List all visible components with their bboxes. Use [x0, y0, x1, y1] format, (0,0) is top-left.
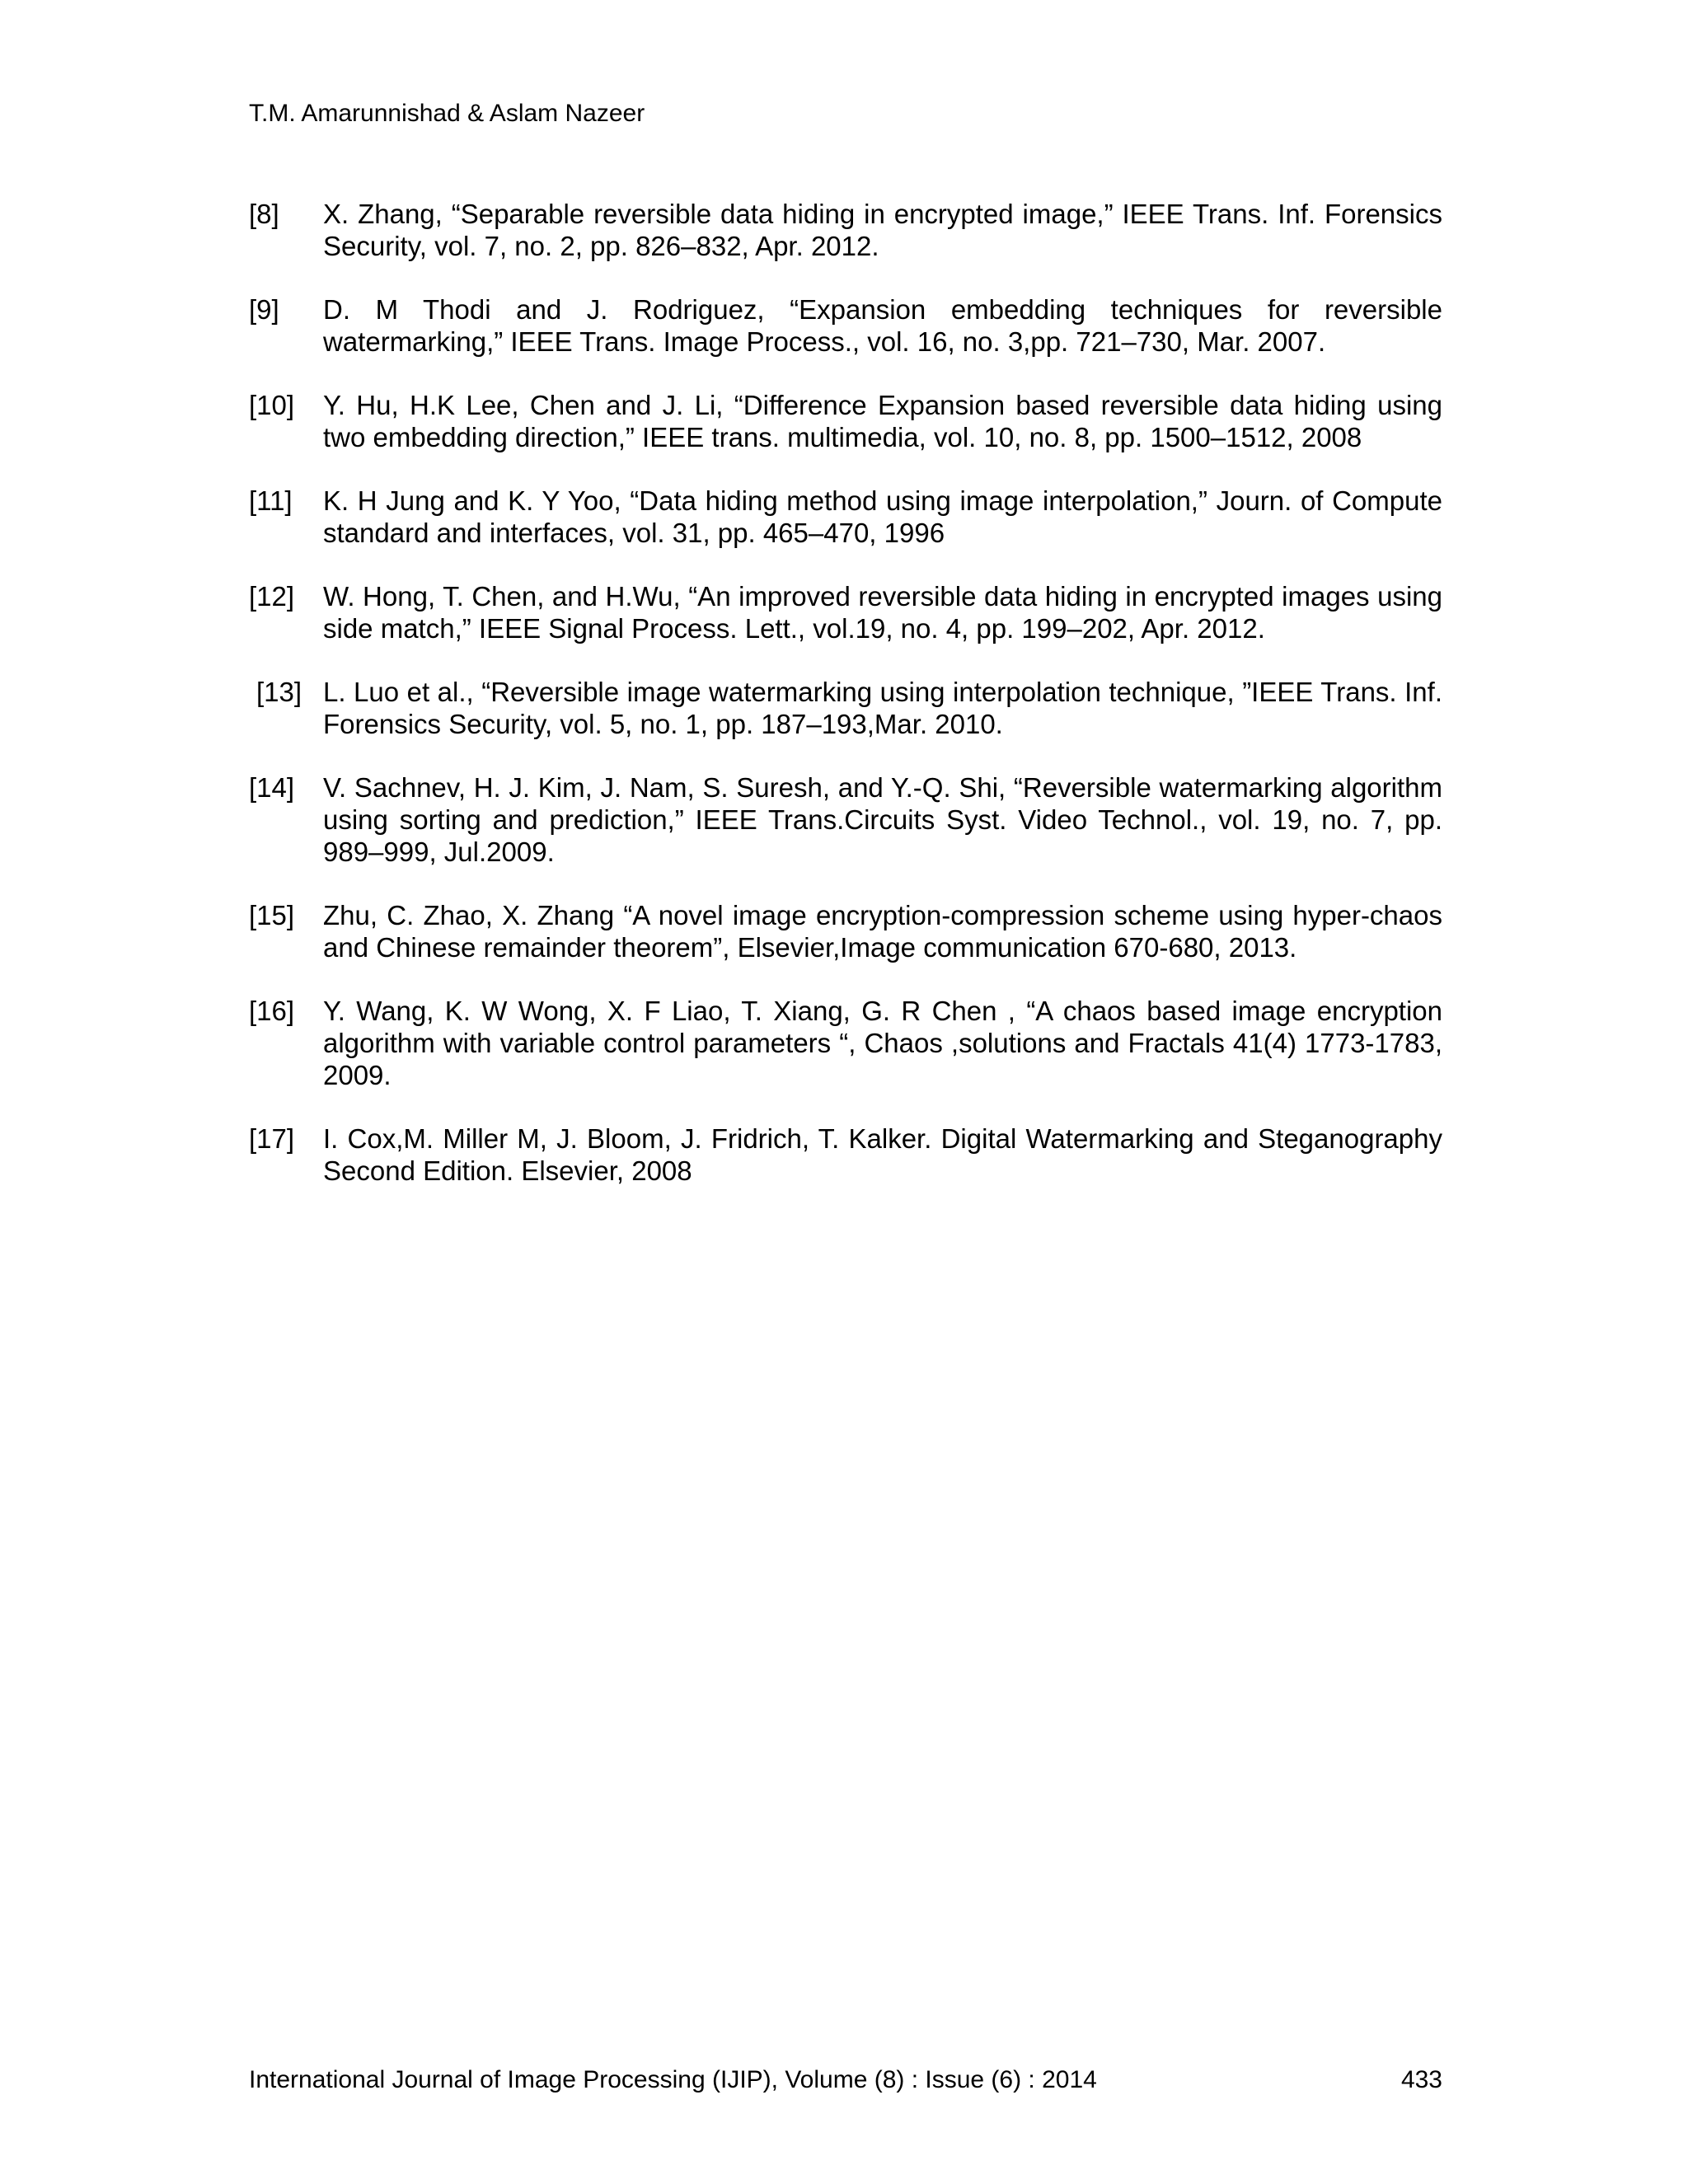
- reference-item: [249, 899, 1442, 963]
- reference-text: Y. Wang, K. W Wong, X. F Liao, T. Xiang, G. R Chen , “A chaos based image encryption algorithm with variable control parameters “, Chaos ,solutions and Fractals 41(4) 1773-1783, 2009.: [323, 996, 1442, 1090]
- reference-item: [249, 389, 1442, 453]
- reference-item: [249, 995, 1442, 1091]
- reference-number: [11]: [249, 485, 293, 516]
- footer-page-number: 433: [1400, 2066, 1442, 2093]
- reference-item: [249, 676, 1442, 740]
- reference-text: Zhu, C. Zhao, X. Zhang “A novel image encryption-compression scheme using hyper-chaos and Chinese remainder theorem”, Elsevier,Image communication 670-680, 2013.: [323, 900, 1442, 963]
- reference-text: K. H Jung and K. Y Yoo, “Data hiding method using image interpolation,” Journ. of Compute standard and interfaces, vol. 31, pp. 465–470, 1996: [323, 485, 1442, 548]
- reference-item: [249, 1122, 1465, 1187]
- reference-number: [10]: [249, 390, 295, 420]
- reference-item: [249, 198, 1442, 262]
- reference-number: [13]: [256, 677, 302, 707]
- reference-text: X. Zhang, “Separable reversible data hiding in encrypted image,” IEEE Trans. Inf. Forensics Security, vol. 7, no. 2, pp. 826–832, Apr. 2012.: [323, 199, 1442, 261]
- reference-text: W. Hong, T. Chen, and H.Wu, “An improved reversible data hiding in encrypted images using side match,” IEEE Signal Process. Lett., vol.19, no. 4, pp. 199–202, Apr. 2012.: [323, 581, 1465, 644]
- reference-text: Y. Hu, H.K Lee, Chen and J. Li, “Difference Expansion based reversible data hiding using two embedding direction,” IEEE trans. multimedia, vol. 10, no. 8, pp. 1500–1512, 2008: [323, 390, 1442, 452]
- reference-number: [8]: [249, 199, 279, 229]
- reference-item: [249, 485, 1442, 549]
- reference-number: [17]: [249, 1123, 295, 1154]
- reference-number: [15]: [249, 900, 295, 930]
- reference-number: [9]: [249, 294, 279, 325]
- reference-text: V. Sachnev, H. J. Kim, J. Nam, S. Suresh, and Y.-Q. Shi, “Reversible watermarking algorithm using sorting and prediction,” IEEE Trans.Circuits Syst. Video Technol., vol. 19, no. 7, pp. 989–999, Jul.2009.: [323, 772, 1442, 867]
- reference-number: [16]: [249, 996, 295, 1026]
- reference-text: L. Luo et al., “Reversible image watermarking using interpolation technique, ”IEEE Trans. Inf. Forensics Security, vol. 5, no. 1, pp. 187–193,Mar. 2010.: [323, 677, 1442, 739]
- reference-list: [249, 198, 1465, 1218]
- footer-journal-citation: International Journal of Image Processing (IJIP), Volume (8) : Issue (6) : 2014: [249, 2066, 1097, 2093]
- running-header-authors: T.M. Amarunnishad & Aslam Nazeer: [249, 100, 645, 127]
- reference-number: [12]: [249, 581, 295, 612]
- reference-number: [14]: [249, 772, 295, 803]
- reference-text: I. Cox,M. Miller M, J. Bloom, J. Fridrich, T. Kalker. Digital Watermarking and Steganography Second Edition. Elsevier, 2008: [323, 1123, 1465, 1186]
- reference-item: [249, 771, 1442, 868]
- reference-item: [249, 293, 1442, 358]
- reference-text: D. M Thodi and J. Rodriguez, “Expansion embedding techniques for reversible watermarking,” IEEE Trans. Image Process., vol. 16, no. 3,pp. 721–730, Mar. 2007.: [323, 294, 1442, 357]
- reference-item: [249, 580, 1465, 644]
